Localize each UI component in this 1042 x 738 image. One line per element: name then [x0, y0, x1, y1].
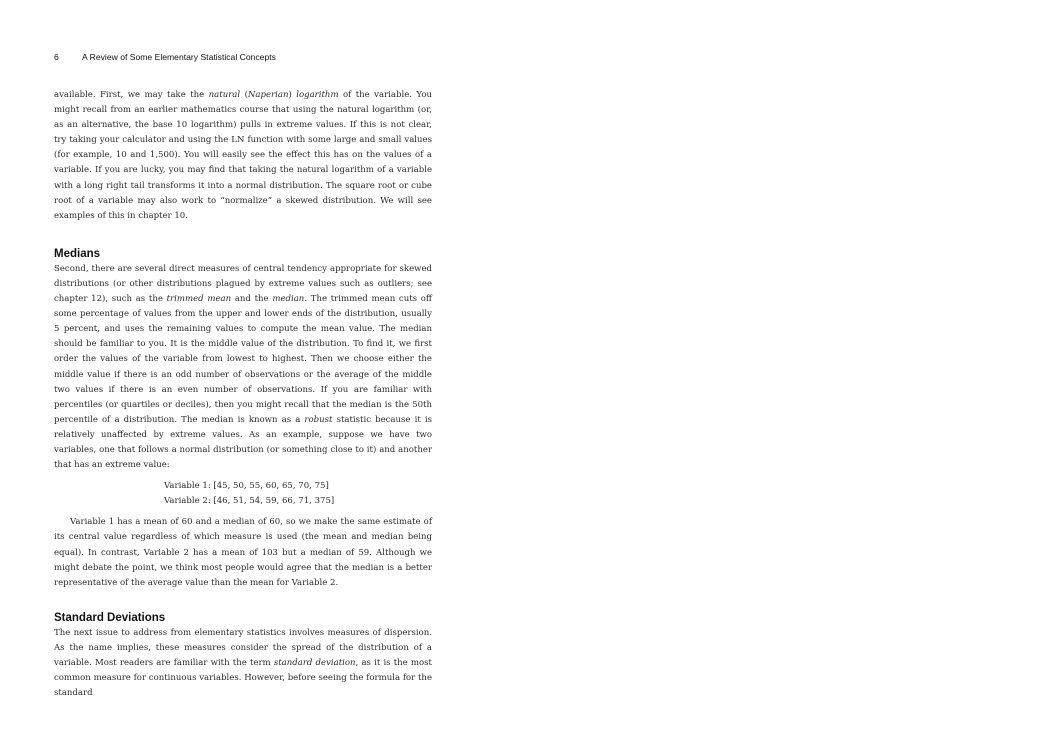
text-run: Second, there are several direct measures of central tendency appropriate for skewed distributions (or other distributions plagued by extreme values such as outliers; see chapter 12), such as the	[54, 263, 432, 305]
std-dev-paragraph	[54, 626, 432, 701]
variable-1: Variable 1: [45, 50, 55, 60, 65, 70, 75]	[164, 481, 329, 492]
emphasis: median	[272, 294, 305, 305]
text-run: available. First, we may take the	[54, 90, 209, 100]
text-column	[54, 88, 432, 701]
emphasis: Naperian	[247, 90, 289, 100]
emphasis: robust	[304, 414, 333, 425]
running-title: A Review of Some Elementary Statistical Concepts	[82, 52, 276, 62]
text-run: The next issue to address from elementary statistics involves measures of dispersion. As the name implies, these measures consider the spread of the distribution of a variable. Most readers are familiar with the term	[54, 627, 432, 668]
emphasis: trimmed mean	[166, 294, 232, 305]
section-heading-medians: Medians	[54, 247, 101, 260]
intro-paragraph	[54, 88, 432, 224]
emphasis: standard deviation	[273, 658, 356, 668]
variable-2: Variable 2: [46, 51, 54, 59, 66, 71, 375]	[164, 496, 335, 507]
emphasis: natural	[208, 90, 241, 100]
text-run: )	[288, 90, 297, 100]
medians-paragraph-2: Variable 1 has a mean of 60 and a median of 60, so we make the same estimate of its central value regardless of which measure is used (the mean and median being equal). In contrast, Variable 2 has a mean of 103 but a median of 59. Although we might debate the point, we think most people would agree that the median is a better representative of the average value than the mean for Variable 2.	[54, 517, 432, 588]
text-run: and the	[231, 294, 273, 305]
medians-paragraph	[54, 262, 432, 473]
variable-list	[54, 479, 432, 509]
section-heading-standard-deviations: Standard Deviations	[54, 611, 166, 624]
text-run: , as it is the most common measure for continuous variables. However, before seeing the formula for the standard	[54, 658, 432, 699]
text-run: . The trimmed mean cuts off some percentage of values from the upper and lower ends of the distribution, usually 5 percent, and uses the remaining values to compute the mean value. The median should be familiar to you. It is the middle value of the distribution. To find it, we first order the values of the variable from lowest to highest. Then we choose either the middle value if there is an odd number of observations or the average of the middle two values if there is an even number of observations. If you are familiar with percentiles (or quartiles or deciles), then you might recall that the median is the 50th percentile of a distribution. The median is known as a	[54, 294, 432, 425]
page-number: 6	[54, 52, 59, 62]
text-run: (	[240, 90, 248, 100]
running-header	[54, 52, 434, 62]
emphasis: logarithm	[296, 90, 339, 100]
text-run: of the variable. You might recall from an earlier mathematics course that using the natural logarithm (or, as an alternative, the base 10 logarithm) pulls in extreme values. If this is not clear, try taking your calculator and using the LN function with some large and small values (for example, 10 and 1,500). You will easily see the effect this has on the values of a variable. If you are lucky, you may find that taking the natural logarithm of a variable with a long right tail transforms it into a normal distribution. The square root or cube root of a variable may also work to “normalize” a skewed distribution. We will see examples of this in chapter 10.	[54, 90, 432, 221]
text-run: statistic because it is relatively unaffected by extreme values. As an example, suppose we have two variables, one that follows a normal distribution (or something close to it) and another that has an extreme value:	[54, 414, 432, 471]
